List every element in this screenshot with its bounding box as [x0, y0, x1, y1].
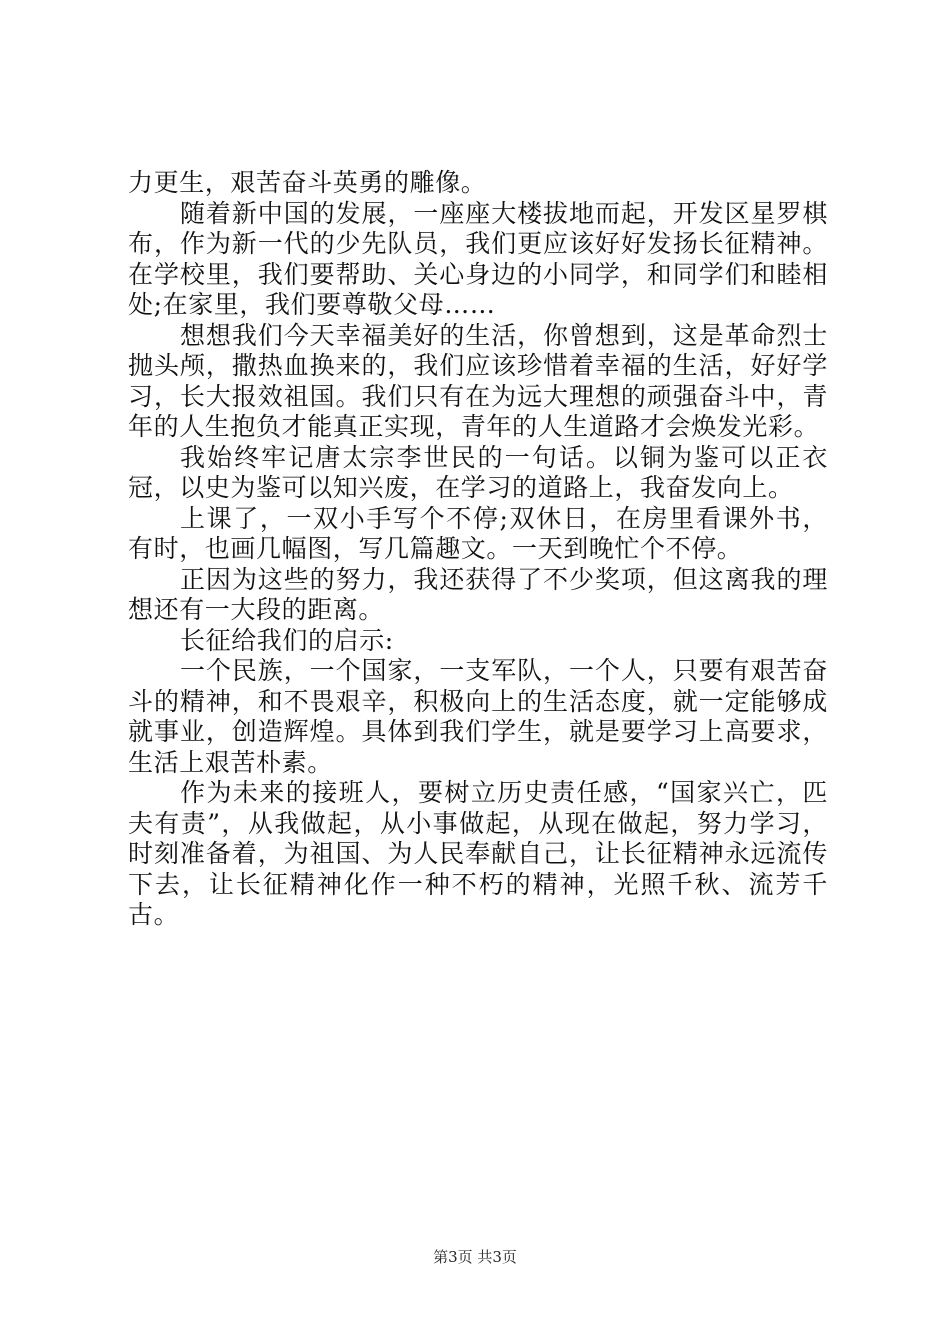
paragraph-happy-life: 想想我们今天幸福美好的生活，你曾想到，这是革命烈士抛头颅，撒热血换来的，我们应该珍惜着幸福的生活，好好学习，长大报效祖国。我们只有在为远大理想的顽强奋斗中，青年的人生抱负才能真正实现，青年的人生道路才会焕发光彩。 [128, 320, 828, 441]
paragraph-conclusion: 作为未来的接班人，要树立历史责任感，“国家兴亡，匹夫有责”，从我做起，从小事做起，从现在做起，努力学习，时刻准备着，为祖国、为人民奉献自己，让长征精神永远流传下去，让长征精神化作一种不朽的精神，光照千秋、流芳千古。 [128, 778, 828, 929]
document-body [128, 168, 828, 931]
page-number-footer: 第3页 共3页 [433, 1248, 517, 1266]
paragraph-development: 随着新中国的发展，一座座大楼拔地而起，开发区星罗棋布，作为新一代的少先队员，我们更应该好好发扬长征精神。在学校里，我们要帮助、关心身边的小同学，和同学们和睦相处;在家里，我们要尊敬父母…… [128, 198, 828, 319]
paragraph-lesson: 一个民族，一个国家，一支军队，一个人，只要有艰苦奋斗的精神，和不畏艰辛，积极向上的生活态度，就一定能够成就事业，创造辉煌。具体到我们学生，就是要学习上高要求，生活上艰苦朴素。 [128, 656, 828, 777]
paragraph-study-routine: 上课了，一双小手写个不停;双休日，在房里看课外书，有时，也画几幅图，写几篇趣文。一天到晚忙个不停。 [128, 503, 828, 563]
paragraph-continuation: 力更生，艰苦奋斗英勇的雕像。 [128, 168, 487, 197]
paragraph-quote: 我始终牢记唐太宗李世民的一句话。以铜为鉴可以正衣冠，以史为鉴可以知兴废，在学习的道路上，我奋发向上。 [128, 442, 828, 502]
paragraph-lesson-heading: 长征给我们的启示: [180, 625, 394, 655]
paragraph-awards: 正因为这些的努力，我还获得了不少奖项，但这离我的理想还有一大段的距离。 [128, 564, 828, 624]
